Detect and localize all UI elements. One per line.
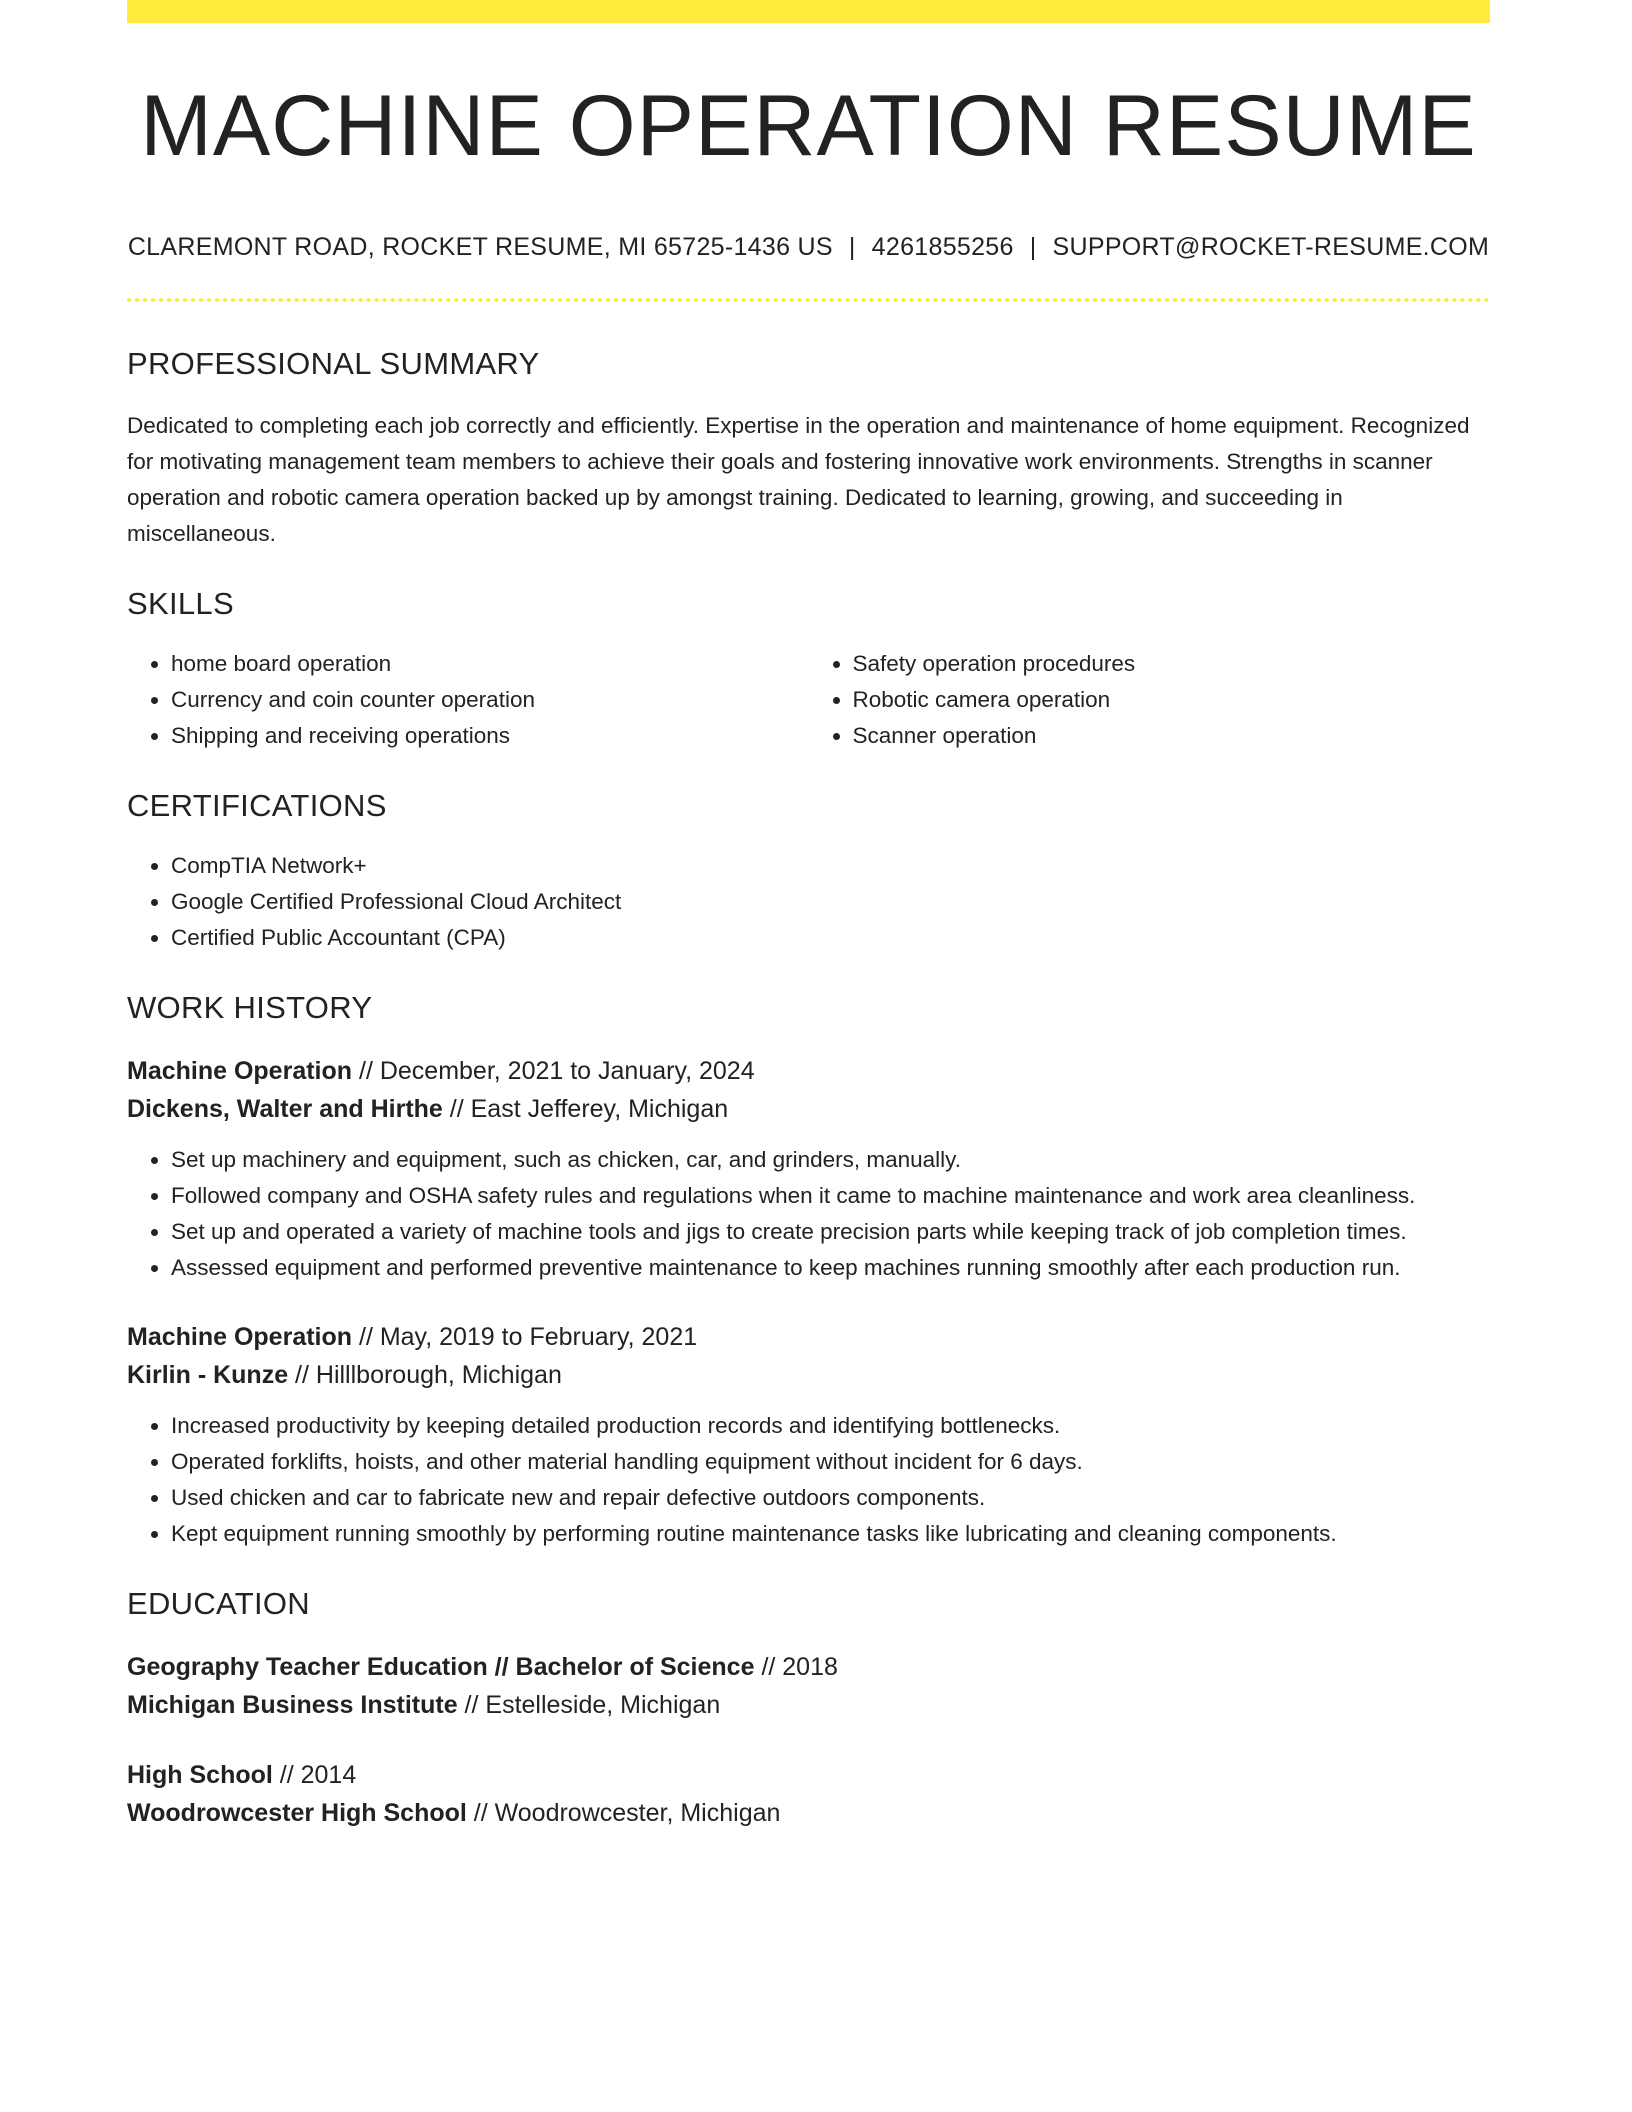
contact-address: CLAREMONT ROAD, ROCKET RESUME, MI 65725-1436 US [127, 233, 833, 261]
job-title: Machine Operation [127, 1323, 353, 1351]
job-entry [127, 1052, 1490, 1286]
certification-item: • Google Certified Professional Cloud Architect [171, 884, 1490, 920]
skill-item: • home board operation [171, 646, 809, 682]
skill-item: • Safety operation procedures [853, 646, 1491, 682]
education-location: // Woodrowcester, Michigan [466, 1799, 781, 1827]
dotted-divider [127, 298, 1490, 302]
job-company-line [127, 1090, 1490, 1128]
job-title-line [127, 1318, 1490, 1356]
education-degree: Geography Teacher Education // Bachelor of Science [127, 1653, 755, 1681]
job-dates: // December, 2021 to January, 2024 [352, 1057, 755, 1085]
job-entry [127, 1318, 1490, 1552]
skill-item: • Shipping and receiving operations [171, 718, 809, 754]
job-bullet: • Operated forklifts, hoists, and other material handling equipment without incident for 6 days. [171, 1444, 1490, 1480]
skill-item: • Robotic camera operation [853, 682, 1491, 718]
job-bullet: • Increased productivity by keeping detailed production records and identifying bottlenecks. [171, 1408, 1490, 1444]
contact-email: SUPPORT@ROCKET-RESUME.COM [1052, 233, 1490, 261]
skill-item: • Scanner operation [853, 718, 1491, 754]
skills-grid [127, 646, 1490, 754]
education-entry [127, 1756, 1490, 1832]
certifications-list [127, 848, 1490, 956]
job-location: // East Jefferey, Michigan [442, 1095, 729, 1123]
job-bullet: • Set up machinery and equipment, such as chicken, car, and grinders, manually. [171, 1142, 1490, 1178]
skills-section [127, 586, 1490, 754]
education-year: // 2018 [754, 1653, 838, 1681]
top-accent-bar [127, 0, 1490, 23]
education-degree-line [127, 1756, 1490, 1794]
section-heading-work-history: WORK HISTORY [127, 990, 373, 1025]
job-bullet: • Set up and operated a variety of machine tools and jigs to create precision parts while keeping track of job completion times. [171, 1214, 1490, 1250]
job-title: Machine Operation [127, 1057, 353, 1085]
job-dates: // May, 2019 to February, 2021 [352, 1323, 698, 1351]
job-bullet: • Assessed equipment and performed preventive maintenance to keep machines running smoothly after each production run. [171, 1250, 1490, 1286]
job-bullet: • Followed company and OSHA safety rules and regulations when it came to machine maintenance and work area cleanliness. [171, 1178, 1490, 1214]
contact-separator: | [848, 233, 856, 261]
summary-text: Dedicated to completing each job correctly and efficiently. Expertise in the operation and maintenance of home equipment. Recognized for motivating management team members to achieve their goals and fostering innovative work environments. Strengths in scanner operation and robotic camera operation backed up by amongst training. Dedicated to learning, growing, and succeeding in miscellaneous. [127, 413, 1470, 546]
job-company: Dickens, Walter and Hirthe [127, 1095, 443, 1123]
education-school-line [127, 1794, 1490, 1832]
education-degree: High School [127, 1761, 273, 1789]
job-title-line [127, 1052, 1490, 1090]
skills-list-right [809, 646, 1491, 754]
job-bullet: • Kept equipment running smoothly by performing routine maintenance tasks like lubricating and cleaning components. [171, 1516, 1490, 1552]
resume-title: MACHINE OPERATION RESUME [140, 78, 1477, 174]
education-school-line [127, 1686, 1490, 1724]
section-heading-summary: PROFESSIONAL SUMMARY [127, 346, 540, 381]
summary-section [127, 346, 1490, 552]
job-bullets [127, 1142, 1490, 1286]
education-section [127, 1586, 1490, 1832]
section-heading-skills: SKILLS [127, 586, 234, 621]
job-location: // Hilllborough, Michigan [288, 1361, 562, 1389]
contact-line [127, 233, 1490, 262]
job-bullet: • Used chicken and car to fabricate new and repair defective outdoors components. [171, 1480, 1490, 1516]
education-school: Michigan Business Institute [127, 1691, 458, 1719]
certification-item: • CompTIA Network+ [171, 848, 1490, 884]
resume-page [127, 0, 1490, 1832]
certifications-section [127, 788, 1490, 956]
education-degree-line [127, 1648, 1490, 1686]
education-year: // 2014 [272, 1761, 357, 1789]
work-history-section [127, 990, 1490, 1552]
section-heading-education: EDUCATION [127, 1586, 310, 1621]
job-company: Kirlin - Kunze [127, 1361, 289, 1389]
skills-list-left [127, 646, 809, 754]
section-heading-certifications: CERTIFICATIONS [127, 788, 387, 823]
job-company-line [127, 1356, 1490, 1394]
education-entry [127, 1648, 1490, 1724]
certification-item: • Certified Public Accountant (CPA) [171, 920, 1490, 956]
contact-separator: | [1029, 233, 1037, 261]
job-bullets [127, 1408, 1490, 1552]
education-school: Woodrowcester High School [127, 1799, 467, 1827]
skill-item: • Currency and coin counter operation [171, 682, 809, 718]
education-location: // Estelleside, Michigan [457, 1691, 721, 1719]
contact-phone: 4261855256 [871, 233, 1014, 261]
